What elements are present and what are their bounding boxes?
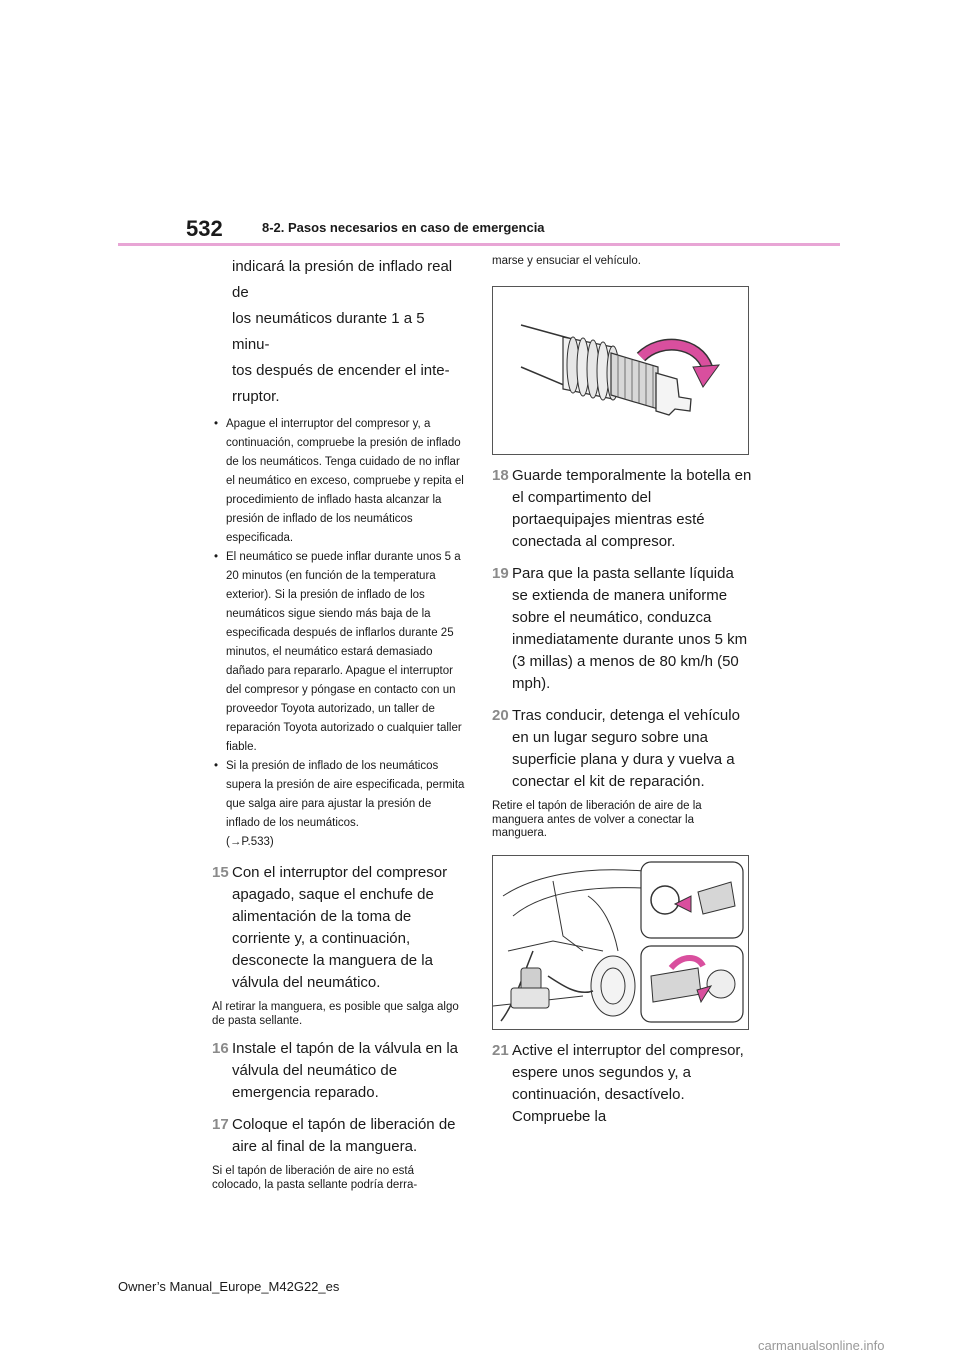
watermark: carmanualsonline.info xyxy=(758,1338,885,1353)
note-20: Retire el tapón de liberación de aire de la manguera antes de volver a conectar la manguera. xyxy=(492,800,702,839)
footer-manual-id: Owner’s Manual_Europe_M42G22_es xyxy=(118,1279,340,1294)
intro-paragraph xyxy=(212,254,466,410)
step-21 xyxy=(492,1040,752,1128)
step-number: 16 xyxy=(212,1040,229,1057)
intro-line: indicará la presión de inflado real de xyxy=(232,258,453,301)
intro-line: los neumáticos durante 1 a 5 minu- xyxy=(232,310,425,353)
step-number: 20 xyxy=(492,707,509,724)
step-18 xyxy=(492,465,752,553)
note-15: Al retirar la manguera, es posible que salga algo de pasta sellante. xyxy=(212,1001,459,1027)
step-17 xyxy=(212,1114,466,1158)
page-reference-link[interactable]: (→P.533) xyxy=(226,836,274,848)
step-number: 18 xyxy=(492,467,509,484)
step-number: 19 xyxy=(492,565,509,582)
step-20 xyxy=(492,705,752,793)
step-number: 17 xyxy=(212,1116,229,1133)
header-rule xyxy=(118,243,840,246)
step-text: Con el interruptor del compresor apagado, saque el enchufe de alimentación de la toma de corriente y, a continuación, desconecte la manguera de la válvula del neumático. xyxy=(232,864,448,991)
step-number: 15 xyxy=(212,864,229,881)
left-column xyxy=(212,254,466,1192)
hose-cap-illustration xyxy=(492,286,749,455)
hose-cap-drawing xyxy=(493,287,748,454)
step-16 xyxy=(212,1038,466,1104)
step-number: 21 xyxy=(492,1041,509,1059)
intro-line: tos después de encender el inte- xyxy=(232,362,450,379)
step-text: Guarde temporalmente la botella en el compartimento del portaequipajes mientras esté conectada al compresor. xyxy=(512,467,752,550)
step-text: Instale el tapón de la válvula en la válvula del neumático de emergencia reparado. xyxy=(232,1040,458,1101)
intro-line: rruptor. xyxy=(232,388,280,405)
bullet-item: • Apague el interruptor del compresor y, a continuación, compruebe la presión de inflado de los neumáticos. Tenga cuidado de no inflar el neumático en exceso, compruebe y repita el procedimiento de inflado hasta alcanzar la presión de inflado de los neumáticos especificada. xyxy=(212,415,466,548)
note-17: Si el tapón de liberación de aire no está colocado, la pasta sellante podría derra- xyxy=(212,1165,418,1191)
step-text: Para que la pasta sellante líquida se extienda de manera uniforme sobre el neumático, conduzca inmediatamente durante unos 5 km (3 millas) a menos de 80 km/h (50 mph). xyxy=(512,565,748,692)
bullet-item: • Si la presión de inflado de los neumáticos supera la presión de aire especificada, permita que salga aire para ajustar la presión de inflado de los neumáticos. xyxy=(212,757,466,833)
step-text: Active el interruptor del compresor, espere unos segundos y, a continuación, desactívelo. Compruebe la xyxy=(512,1041,744,1125)
bullet-list xyxy=(212,415,466,833)
page-number: 532 xyxy=(186,216,223,241)
repair-kit-illustration xyxy=(492,855,749,1030)
right-column xyxy=(492,254,752,1128)
section-title: 8-2. Pasos necesarios en caso de emergencia xyxy=(262,220,545,235)
step-19 xyxy=(492,563,752,695)
step-15 xyxy=(212,862,466,994)
step-text: Tras conducir, detenga el vehículo en un lugar seguro sobre una superficie plana y dura y vuelva a conectar el kit de reparación. xyxy=(512,707,740,790)
repair-kit-drawing xyxy=(493,856,748,1029)
bullet-item: • El neumático se puede inflar durante unos 5 a 20 minutos (en función de la temperatura exterior). Si la presión de inflado de los neumáticos sigue siendo más baja de la especificada después de inflarlos durante 25 minutos, el neumático estará demasiado dañado para repararlo. Apague el interruptor del compresor y póngase en contacto con un proveedor Toyota autorizado, un taller de reparación Toyota autorizado o cualquier taller fiable. xyxy=(212,548,466,757)
note-17-continued: marse y ensuciar el vehículo. xyxy=(492,255,641,267)
step-text: Coloque el tapón de liberación de aire al final de la manguera. xyxy=(232,1116,456,1155)
